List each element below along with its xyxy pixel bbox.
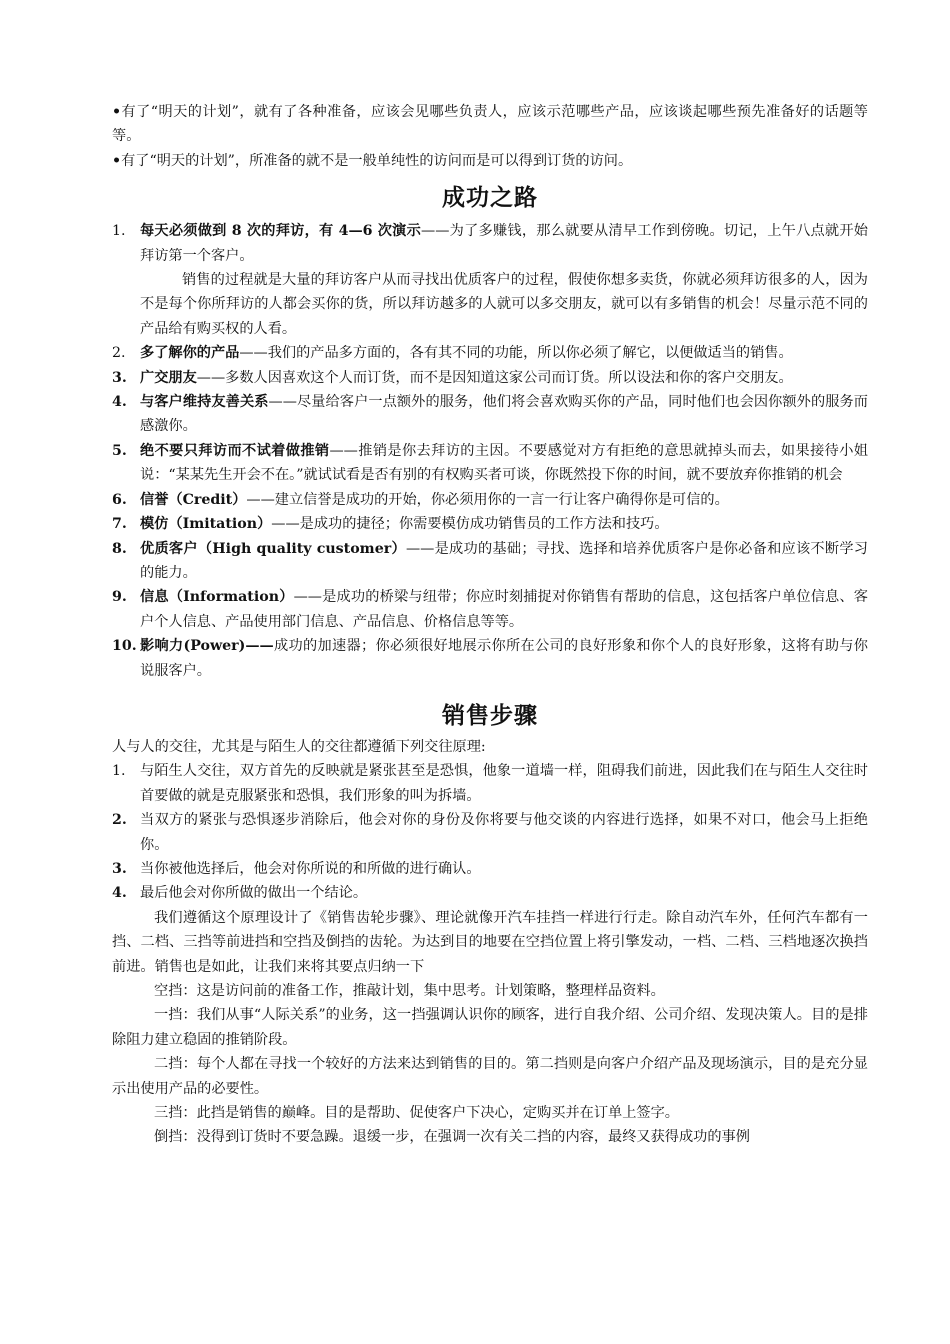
section-intro: 人与人的交往，尤其是与陌生人的交往都遵循下列交往原理: bbox=[112, 738, 486, 755]
list-item: 4. 与客户维持友善关系——尽量给客户一点额外的服务，他们将会喜欢购买你的产品，同时他们也会因你额外的服务而感激你。 bbox=[112, 394, 868, 435]
item-extra-paragraph: 销售的过程就是大量的拜访客户从而寻找出优质客户的过程，假使你想多卖货，你就必须拜访很多的人，因为不是每个你所拜访的人都会买你的货，所以拜访越多的人就可以多交朋友，就可以有多销售的机会！尽量示范不同的产品给有购买权的人看。 bbox=[140, 272, 868, 337]
bullet-dot: • bbox=[112, 104, 122, 120]
section-title-success: 成功之路 bbox=[442, 184, 538, 212]
list-item: 7. 模仿（Imitation）——是成功的捷径；你需要模仿成功销售员的工作方法和技巧。 bbox=[112, 516, 669, 533]
body-paragraph: 倒挡：没得到订货时不要急躁。退缓一步，在强调一次有关二挡的内容，最终又获得成功的事例 bbox=[154, 1129, 750, 1146]
list-item: 10. 影响力(Power)——成功的加速器；你必须很好地展示你所在公司的良好形象和你个人的良好形象，这将有助与你说服客户。 bbox=[112, 638, 868, 679]
list-item: 1. 与陌生人交往，双方首先的反映就是紧张甚至是恐惧，他象一道墙一样，阻碍我们前进，因此我们在与陌生人交往时首要做的就是克服紧张和恐惧，我们形象的叫为拆墙。 bbox=[112, 763, 868, 804]
section-title-sales-steps: 销售步骤 bbox=[442, 701, 538, 729]
steps-list bbox=[112, 759, 868, 905]
body-paragraph: 三挡：此挡是销售的巅峰。目的是帮助、促使客户下决心，定购买并在订单上签字。 bbox=[154, 1105, 679, 1122]
document-page bbox=[112, 100, 868, 1150]
list-item: 8. 优质客户（High quality customer）——是成功的基础；寻找、选择和培养优质客户是你必备和应该不断学习的能力。 bbox=[112, 540, 868, 581]
list-item: 2. 当双方的紧张与恐惧逐步消除后，他会对你的身份及你将要与他交谈的内容进行选择，如果不对口，他会马上拒绝你。 bbox=[112, 812, 868, 853]
list-item: 3. 广交朋友——多数人因喜欢这个人而订货，而不是因知道这家公司而订货。所以设法和你的客户交朋友。 bbox=[112, 369, 793, 386]
list-item: 4. 最后他会对你所做的做出一个结论。 bbox=[112, 885, 368, 902]
intro-bullet: •有了“明天的计划”，就有了各种准备，应该会见哪些负责人，应该示范哪些产品，应该谈起哪些预先准备好的话题等等。 bbox=[112, 104, 868, 145]
list-item: 5. 绝不要只拜访而不试着做推销——推销是你去拜访的主因。不要感觉对方有拒绝的意思就掉头而去，如果接待小姐说：“某某先生开会不在。”就试试看是否有别的有权购买者可谈，你既然投下你的时间，就不要放弃你推销的机会 bbox=[112, 442, 868, 484]
list-item: 3. 当你被他选择后，他会对你所说的和所做的进行确认。 bbox=[112, 860, 481, 877]
intro-bullet: •有了“明天的计划”，所准备的就不是一般单纯性的访问而是可以得到订货的访问。 bbox=[112, 152, 633, 169]
body-paragraph: 我们遵循这个原理设计了《销售齿轮步骤》、理论就像开汽车挂挡一样进行行走。除自动汽车外，任何汽车都有一挡、二档、三挡等前进挡和空挡及倒挡的齿轮。为达到目的地要在空挡位置上将引擎发动，一档、二档、三档地逐次换挡前进。销售也是如此，让我们来将其要点归纳一下 bbox=[112, 909, 868, 975]
list-item: 6. 信誉（Credit）——建立信誉是成功的开始，你必须用你的一言一行让客户确得你是可信的。 bbox=[112, 491, 729, 508]
body-paragraph: 空挡：这是访问前的准备工作，推敲计划，集中思考。计划策略，整理样品资料。 bbox=[154, 983, 665, 999]
bullet-dot: • bbox=[112, 152, 122, 169]
list-item: 1. 每天必须做到 8 次的拜访，有 4—6 次演示——为了多赚钱，那么就要从清早工作到傍晚。切记，上午八点就开始拜访第一个客户。 销售的过程就是大量的拜访客户从而寻找出优质客户的过程，假使你想多卖货，你就必须拜访很多的人，因为不是每个你所拜访的人都会买你的货，所以拜访越多的人就可以多交朋友，就可以有多销售的机会！尽量示范不同的产品给有购买权的人看。 bbox=[112, 219, 868, 341]
body-paragraph: 一挡：我们从事“人际关系”的业务，这一挡强调认识你的顾客，进行自我介绍、公司介绍、发现决策人。目的是排除阻力建立稳固的推销阶段。 bbox=[112, 1007, 868, 1048]
list-item: 9. 信息（Information）——是成功的桥梁与纽带；你应时刻捕捉对你销售有帮助的信息，这包括客户单位信息、客户个人信息、产品使用部门信息、产品信息、价格信息等等。 bbox=[112, 589, 868, 630]
list-item: 2. 多了解你的产品——我们的产品多方面的，各有其不同的功能，所以你必须了解它，以便做适当的销售。 bbox=[112, 345, 793, 362]
success-list bbox=[112, 219, 868, 683]
body-paragraph: 二挡：每个人都在寻找一个较好的方法来达到销售的目的。第二挡则是向客户介绍产品及现场演示，目的是充分显示出使用产品的必要性。 bbox=[112, 1056, 868, 1097]
